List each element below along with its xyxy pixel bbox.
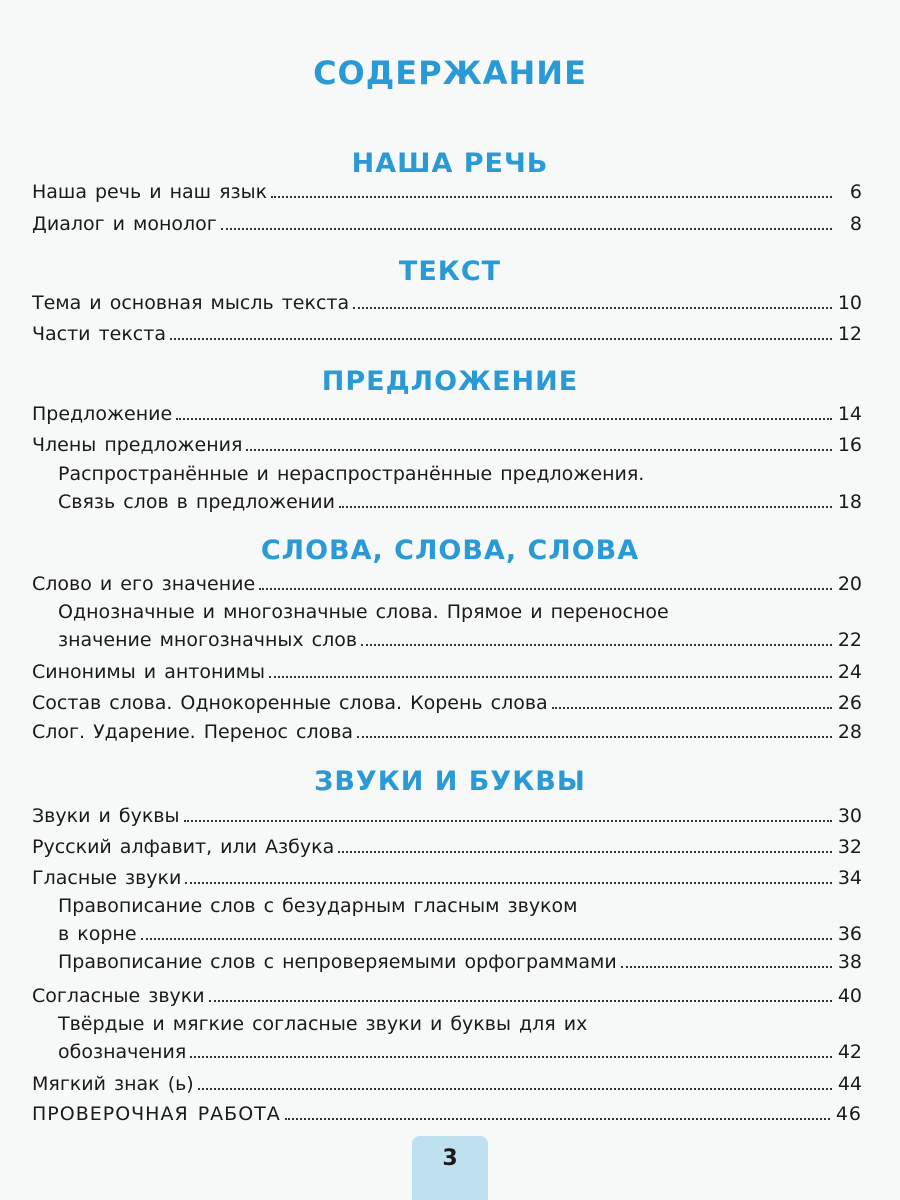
dot-leader — [185, 882, 831, 884]
toc-entry-page: 14 — [837, 403, 862, 425]
toc-entry-page: 22 — [837, 629, 862, 651]
toc-entry[interactable] — [32, 660, 862, 684]
dot-leader — [621, 966, 832, 968]
toc-entry[interactable] — [58, 950, 862, 974]
toc-entry-page: 10 — [837, 292, 862, 314]
dot-leader — [338, 851, 832, 853]
dot-leader — [246, 449, 831, 451]
toc-entry-title: Предложение — [32, 403, 173, 425]
toc-entry-title: обозначения — [58, 1041, 187, 1063]
dot-leader — [269, 676, 832, 678]
dot-leader — [285, 1118, 830, 1120]
dot-leader — [339, 506, 832, 508]
toc-entry-title: Гласные звуки — [32, 867, 182, 889]
dot-leader — [184, 820, 832, 822]
dot-leader — [353, 307, 832, 309]
toc-entry-first-line: Однозначные и многозначные слова. Прямое и переносное — [58, 601, 669, 623]
toc-entry[interactable] — [32, 291, 862, 315]
toc-entry-title: Состав слова. Однокоренные слова. Корень слова — [32, 692, 548, 714]
dot-leader — [271, 196, 832, 198]
dot-leader — [141, 938, 832, 940]
toc-entry-page: 16 — [837, 434, 862, 456]
toc-entry-page: 8 — [849, 213, 862, 235]
toc-entry-page: 30 — [837, 805, 862, 827]
section-heading-sentence: ПРЕДЛОЖЕНИЕ — [321, 366, 579, 397]
toc-entry[interactable] — [32, 691, 862, 715]
toc-entry-page: 20 — [837, 573, 862, 595]
dot-leader — [176, 418, 832, 420]
toc-entry-title: Правописание слов с непроверяемыми орфограммами — [58, 951, 617, 973]
section-heading-text: ТЕКСТ — [398, 256, 502, 287]
dot-leader — [361, 644, 832, 646]
toc-entry-title: Члены предложения — [32, 434, 243, 456]
toc-entry[interactable] — [58, 628, 862, 652]
toc-entry-page: 44 — [837, 1073, 862, 1095]
toc-entry[interactable] — [32, 1102, 862, 1126]
toc-entry-page: 34 — [837, 867, 862, 889]
toc-entry-title: значение многозначных слов — [58, 629, 358, 651]
toc-entry-first-line: Распространённые и нераспространённые предложения. — [58, 463, 645, 485]
toc-entry[interactable] — [32, 720, 862, 744]
toc-entry[interactable] — [32, 322, 862, 346]
toc-entry-title: Русский алфавит, или Азбука — [32, 836, 335, 858]
dot-leader — [357, 736, 832, 738]
toc-entry-title: Наша речь и наш язык — [32, 181, 268, 203]
toc-entry[interactable] — [32, 866, 862, 890]
section-heading-sounds-and-letters: ЗВУКИ И БУКВЫ — [314, 766, 586, 797]
toc-entry-title: ПРОВЕРОЧНАЯ РАБОТА — [32, 1103, 281, 1125]
dot-leader — [170, 338, 832, 340]
dot-leader — [221, 228, 832, 230]
section-heading-words: СЛОВА, СЛОВА, СЛОВА — [260, 535, 640, 566]
toc-entry-title: Связь слов в предложении — [58, 491, 335, 513]
toc-entry[interactable] — [32, 433, 862, 457]
toc-entry-title: Части текста — [32, 323, 166, 345]
toc-entry-title: Диалог и монолог — [32, 213, 217, 235]
toc-entry-page: 38 — [837, 951, 862, 973]
toc-entry[interactable] — [32, 212, 862, 236]
toc-entry[interactable] — [32, 835, 862, 859]
toc-entry-page: 12 — [837, 323, 862, 345]
toc-entry-title: Звуки и буквы — [32, 805, 180, 827]
dot-leader — [190, 1056, 832, 1058]
dot-leader — [552, 707, 832, 709]
page-number: 3 — [412, 1136, 488, 1200]
toc-entry[interactable] — [32, 984, 862, 1008]
toc-entry-page: 40 — [837, 985, 862, 1007]
toc-entry[interactable] — [32, 402, 862, 426]
toc-entry-title: Синонимы и антонимы — [32, 661, 266, 683]
toc-entry[interactable] — [58, 1040, 862, 1064]
section-heading-our-speech: НАША РЕЧЬ — [351, 148, 549, 179]
toc-entry-page: 6 — [849, 181, 862, 203]
toc-entry[interactable] — [32, 572, 862, 596]
toc-entry-page: 28 — [837, 721, 862, 743]
toc-entry-page: 24 — [837, 661, 862, 683]
toc-entry-page: 26 — [837, 692, 862, 714]
toc-entry-title: Слово и его значение — [32, 573, 256, 595]
toc-entry-title: Слог. Ударение. Перенос слова — [32, 721, 354, 743]
toc-entry-first-line: Правописание слов с безударным гласным звуком — [58, 895, 578, 917]
toc-entry-page: 18 — [837, 491, 862, 513]
toc-entry[interactable] — [32, 1072, 862, 1096]
toc-entry[interactable] — [58, 922, 862, 946]
toc-entry-title: Согласные звуки — [32, 985, 205, 1007]
toc-entry[interactable] — [58, 490, 862, 514]
toc-entry-title: Тема и основная мысль текста — [32, 292, 350, 314]
toc-entry-page: 32 — [837, 836, 862, 858]
toc-entry-page: 36 — [837, 923, 862, 945]
dot-leader — [209, 1000, 832, 1002]
dot-leader — [259, 588, 832, 590]
toc-title: СОДЕРЖАНИЕ — [313, 54, 587, 92]
dot-leader — [198, 1088, 832, 1090]
toc-entry-page: 46 — [835, 1103, 862, 1125]
toc-entry-title: в корне — [58, 923, 137, 945]
toc-entry[interactable] — [32, 804, 862, 828]
toc-entry-title: Мягкий знак (ь) — [32, 1073, 194, 1095]
toc-entry-first-line: Твёрдые и мягкие согласные звуки и буквы для их — [58, 1013, 588, 1035]
toc-entry-page: 42 — [837, 1041, 862, 1063]
toc-entry[interactable] — [32, 180, 862, 204]
